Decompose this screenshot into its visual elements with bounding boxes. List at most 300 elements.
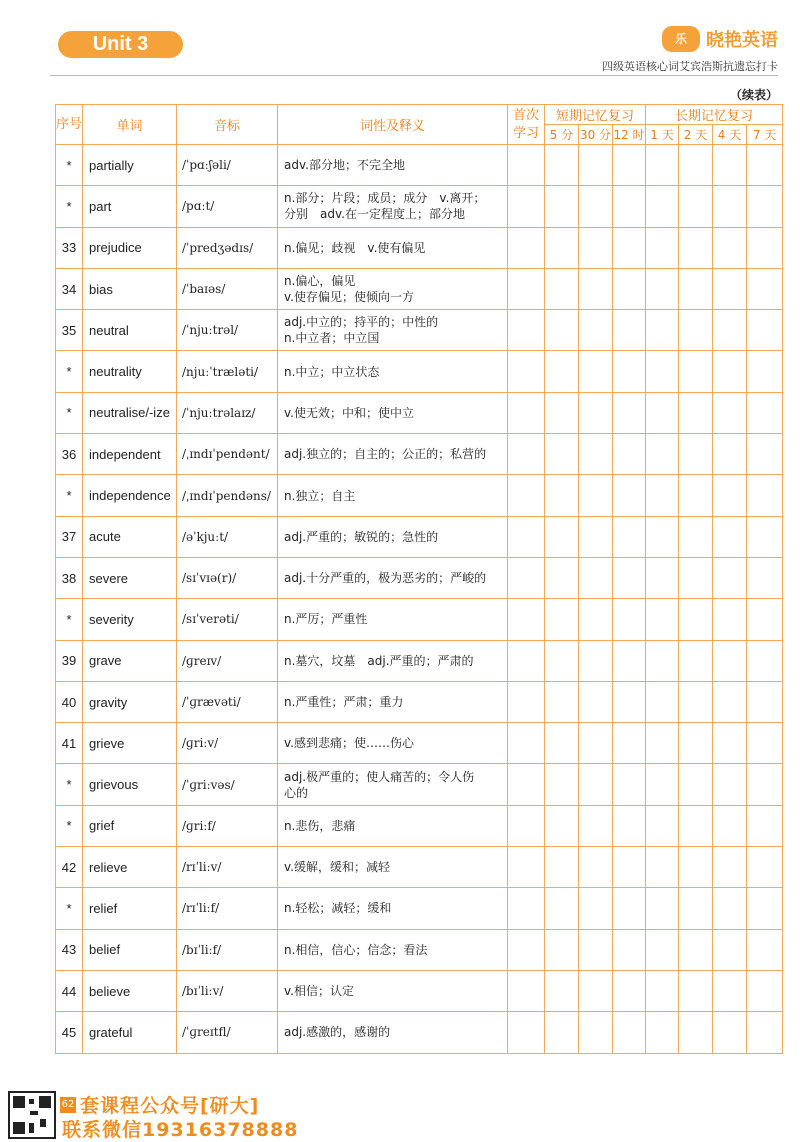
table-row [56,888,783,929]
checkin-cell[interactable] [646,434,679,475]
checkin-cell[interactable] [545,723,579,764]
col-index-header: 序号 [56,105,83,145]
checkin-cell[interactable] [508,599,545,640]
row-phonetic: /njuːˈtræləti/ [177,351,278,392]
slot-1day: 1 天 [646,125,679,145]
row-word: severe [83,557,177,598]
checkin-cell[interactable] [545,1012,579,1053]
row-definition: adj.中立的；持平的；中性的 n.中立者；中立国 [278,310,508,351]
row-definition: n.偏见；歧视 v.使有偏见 [278,227,508,268]
checkin-cell[interactable] [679,475,713,516]
checkin-cell[interactable] [579,888,613,929]
checkin-cell[interactable] [508,640,545,681]
slot-7day: 7 天 [747,125,783,145]
checkin-cell[interactable] [646,970,679,1011]
checkin-cell[interactable] [679,227,713,268]
checkin-cell[interactable] [613,516,646,557]
slot-4day: 4 天 [713,125,747,145]
vocab-table [55,104,783,1054]
row-index: 36 [56,434,83,475]
row-word: grieve [83,723,177,764]
table-row [56,310,783,351]
col-meaning-header: 词性及释义 [278,105,508,145]
checkin-cell[interactable] [713,392,747,433]
checkin-cell[interactable] [508,888,545,929]
row-index: * [56,186,83,227]
checkin-cell[interactable] [747,805,783,846]
brand-name: 晓艳英语 [706,30,778,51]
slot-12h: 12 时 [613,125,646,145]
checkin-cell[interactable] [508,475,545,516]
checkin-cell[interactable] [613,970,646,1011]
checkin-cell[interactable] [679,145,713,186]
checkin-cell[interactable] [579,310,613,351]
table-row [56,970,783,1011]
slot-30min: 30 分 [579,125,613,145]
row-word: belief [83,929,177,970]
checkin-cell[interactable] [679,392,713,433]
checkin-cell[interactable] [679,723,713,764]
table-row [56,557,783,598]
row-word: grateful [83,1012,177,1053]
checkin-cell[interactable] [613,681,646,722]
row-phonetic: /rɪˈliːf/ [177,888,278,929]
checkin-cell[interactable] [747,847,783,888]
checkin-cell[interactable] [613,847,646,888]
row-phonetic: /ˈnjuːtrəlaɪz/ [177,392,278,433]
checkin-cell[interactable] [747,475,783,516]
checkin-cell[interactable] [508,268,545,309]
checkin-cell[interactable] [508,186,545,227]
checkin-cell[interactable] [646,599,679,640]
row-index: * [56,145,83,186]
checkin-cell[interactable] [613,1012,646,1053]
checkin-cell[interactable] [545,888,579,929]
row-index: 43 [56,929,83,970]
checkin-cell[interactable] [747,351,783,392]
row-phonetic: /sɪˈvɪə(r)/ [177,557,278,598]
checkin-cell[interactable] [747,599,783,640]
row-index: 38 [56,557,83,598]
table-row [56,186,783,227]
checkin-cell[interactable] [646,805,679,846]
checkin-cell[interactable] [646,145,679,186]
row-word: prejudice [83,227,177,268]
checkin-cell[interactable] [579,557,613,598]
checkin-cell[interactable] [679,847,713,888]
checkin-cell[interactable] [545,847,579,888]
checkin-cell[interactable] [579,599,613,640]
checkin-cell[interactable] [613,145,646,186]
row-definition: n.悲伤，悲痛 [278,805,508,846]
table-row [56,723,783,764]
checkin-cell[interactable] [579,186,613,227]
checkin-cell[interactable] [646,186,679,227]
checkin-cell[interactable] [646,1012,679,1053]
row-definition: n.严厉；严重性 [278,599,508,640]
checkin-cell[interactable] [713,186,747,227]
row-word: believe [83,970,177,1011]
checkin-cell[interactable] [679,268,713,309]
checkin-cell[interactable] [613,805,646,846]
checkin-cell[interactable] [713,145,747,186]
table-row [56,640,783,681]
checkin-cell[interactable] [713,434,747,475]
table-row [56,145,783,186]
checkin-cell[interactable] [579,227,613,268]
checkin-cell[interactable] [679,764,713,805]
checkin-cell[interactable] [508,970,545,1011]
row-definition: n.部分；片段；成员；成分 v.离开； 分别 adv.在一定程度上；部分地 [278,186,508,227]
checkin-cell[interactable] [747,929,783,970]
vocab-table-body [56,145,783,1054]
checkin-cell[interactable] [613,268,646,309]
checkin-cell[interactable] [579,723,613,764]
row-phonetic: /ˌɪndɪˈpendənt/ [177,434,278,475]
checkin-cell[interactable] [713,681,747,722]
checkin-cell[interactable] [545,227,579,268]
row-phonetic: /ˈɡrævəti/ [177,681,278,722]
checkin-cell[interactable] [579,145,613,186]
row-word: relief [83,888,177,929]
table-row [56,268,783,309]
checkin-cell[interactable] [579,1012,613,1053]
table-row [56,434,783,475]
row-definition: n.相信，信心；信念；看法 [278,929,508,970]
table-row [56,351,783,392]
checkin-cell[interactable] [579,475,613,516]
checkin-cell[interactable] [545,351,579,392]
row-index: * [56,888,83,929]
brand-logo-icon: 乐 [662,26,700,52]
checkin-cell[interactable] [646,310,679,351]
checkin-cell[interactable] [713,888,747,929]
row-index: 44 [56,970,83,1011]
checkin-cell[interactable] [679,557,713,598]
long-term-header: 长期记忆复习 [646,105,783,125]
checkin-cell[interactable] [646,475,679,516]
checkin-cell[interactable] [545,145,579,186]
checkin-cell[interactable] [545,475,579,516]
row-phonetic: /ˈɡriːvəs/ [177,764,278,805]
row-word: independent [83,434,177,475]
checkin-cell[interactable] [747,268,783,309]
checkin-cell[interactable] [646,557,679,598]
checkin-cell[interactable] [679,186,713,227]
checkin-cell[interactable] [713,1012,747,1053]
checkin-cell[interactable] [679,434,713,475]
checkin-cell[interactable] [646,929,679,970]
checkin-cell[interactable] [545,599,579,640]
row-definition: n.墓穴，坟墓 adj.严重的；严肃的 [278,640,508,681]
checkin-cell[interactable] [679,310,713,351]
brand [662,26,778,52]
checkin-cell[interactable] [508,227,545,268]
checkin-cell[interactable] [508,681,545,722]
checkin-cell[interactable] [747,723,783,764]
row-definition: n.轻松；减轻；缓和 [278,888,508,929]
row-definition: adj.感激的，感谢的 [278,1012,508,1053]
checkin-cell[interactable] [579,681,613,722]
checkin-cell[interactable] [747,392,783,433]
checkin-cell[interactable] [545,392,579,433]
checkin-cell[interactable] [545,268,579,309]
checkin-cell[interactable] [713,805,747,846]
row-word: grave [83,640,177,681]
checkin-cell[interactable] [613,310,646,351]
checkin-cell[interactable] [579,764,613,805]
table-row [56,681,783,722]
table-row [56,599,783,640]
unit-tab: Unit 3 [58,31,183,58]
row-definition: n.独立；自主 [278,475,508,516]
checkin-cell[interactable] [579,805,613,846]
checkin-cell[interactable] [747,186,783,227]
row-phonetic: /sɪˈverəti/ [177,599,278,640]
row-definition: adj.独立的；自主的；公正的；私营的 [278,434,508,475]
checkin-cell[interactable] [545,681,579,722]
checkin-cell[interactable] [713,557,747,598]
table-row [56,805,783,846]
row-word: partially [83,145,177,186]
checkin-cell[interactable] [613,764,646,805]
checkin-cell[interactable] [613,186,646,227]
checkin-cell[interactable] [679,970,713,1011]
checkin-cell[interactable] [508,310,545,351]
row-index: 41 [56,723,83,764]
checkin-cell[interactable] [545,310,579,351]
checkin-cell[interactable] [713,847,747,888]
checkin-cell[interactable] [747,227,783,268]
checkin-cell[interactable] [713,970,747,1011]
row-definition: v.缓解，缓和；减轻 [278,847,508,888]
row-definition: n.中立；中立状态 [278,351,508,392]
row-definition: n.严重性；严肃；重力 [278,681,508,722]
checkin-cell[interactable] [646,351,679,392]
checkin-cell[interactable] [579,392,613,433]
watermark-line2: 联系微信19316378888 [62,1119,299,1141]
row-phonetic: /ɡreɪv/ [177,640,278,681]
checkin-cell[interactable] [579,351,613,392]
row-definition: v.感到悲痛；使……伤心 [278,723,508,764]
checkin-cell[interactable] [545,516,579,557]
checkin-cell[interactable] [646,227,679,268]
checkin-cell[interactable] [508,516,545,557]
row-index: * [56,764,83,805]
checkin-cell[interactable] [679,805,713,846]
checkin-cell[interactable] [613,557,646,598]
row-phonetic: /ɡriːf/ [177,805,278,846]
slot-5min: 5 分 [545,125,579,145]
checkin-cell[interactable] [508,723,545,764]
checkin-cell[interactable] [579,434,613,475]
checkin-cell[interactable] [508,434,545,475]
checkin-cell[interactable] [508,929,545,970]
checkin-cell[interactable] [545,186,579,227]
row-index: * [56,351,83,392]
checkin-cell[interactable] [646,764,679,805]
checkin-cell[interactable] [508,847,545,888]
row-phonetic: /ˈɡreɪtfl/ [177,1012,278,1053]
checkin-cell[interactable] [613,599,646,640]
checkin-cell[interactable] [713,929,747,970]
table-row [56,392,783,433]
row-phonetic: /bɪˈliːf/ [177,929,278,970]
checkin-cell[interactable] [713,599,747,640]
checkin-cell[interactable] [646,640,679,681]
checkin-cell[interactable] [545,434,579,475]
checkin-cell[interactable] [646,847,679,888]
row-index: 34 [56,268,83,309]
checkin-cell[interactable] [713,268,747,309]
checkin-cell[interactable] [679,681,713,722]
table-row [56,1012,783,1053]
row-phonetic: /ˌɪndɪˈpendəns/ [177,475,278,516]
row-phonetic: /ˈpredʒədɪs/ [177,227,278,268]
checkin-cell[interactable] [747,970,783,1011]
checkin-cell[interactable] [747,516,783,557]
checkin-cell[interactable] [613,227,646,268]
row-word: relieve [83,847,177,888]
checkin-cell[interactable] [508,392,545,433]
checkin-cell[interactable] [713,640,747,681]
checkin-cell[interactable] [508,351,545,392]
table-row [56,475,783,516]
row-index: 40 [56,681,83,722]
row-word: independence [83,475,177,516]
checkin-cell[interactable] [747,557,783,598]
checkin-cell[interactable] [713,516,747,557]
checkin-cell[interactable] [613,723,646,764]
col-phonetic-header: 音标 [177,105,278,145]
checkin-cell[interactable] [713,764,747,805]
checkin-cell[interactable] [747,681,783,722]
checkin-cell[interactable] [646,888,679,929]
checkin-cell[interactable] [646,723,679,764]
row-index: * [56,475,83,516]
checkin-cell[interactable] [579,929,613,970]
qr-code-icon [8,1091,56,1139]
slot-2day: 2 天 [679,125,713,145]
checkin-cell[interactable] [579,268,613,309]
page-number: 62 [60,1097,76,1113]
row-definition: v.相信；认定 [278,970,508,1011]
row-word: part [83,186,177,227]
checkin-cell[interactable] [613,888,646,929]
checkin-cell[interactable] [508,557,545,598]
checkin-cell[interactable] [713,227,747,268]
checkin-cell[interactable] [679,351,713,392]
checkin-cell[interactable] [679,516,713,557]
row-word: neutral [83,310,177,351]
checkin-cell[interactable] [679,599,713,640]
checkin-cell[interactable] [613,351,646,392]
footer [0,1091,800,1141]
checkin-cell[interactable] [747,145,783,186]
col-word-header: 单词 [83,105,177,145]
checkin-cell[interactable] [613,640,646,681]
checkin-cell[interactable] [545,557,579,598]
checkin-cell[interactable] [646,392,679,433]
checkin-cell[interactable] [613,475,646,516]
row-word: neutralise/-ize [83,392,177,433]
checkin-cell[interactable] [613,434,646,475]
checkin-cell[interactable] [679,640,713,681]
row-index: * [56,392,83,433]
watermark-line1: 套课程公众号[研大] [80,1095,260,1117]
checkin-cell[interactable] [508,145,545,186]
checkin-cell[interactable] [747,434,783,475]
checkin-cell[interactable] [679,888,713,929]
checkin-cell[interactable] [679,1012,713,1053]
row-word: bias [83,268,177,309]
checkin-cell[interactable] [713,723,747,764]
row-word: gravity [83,681,177,722]
row-index: 33 [56,227,83,268]
checkin-cell[interactable] [545,970,579,1011]
row-definition: adj.严重的；敏锐的；急性的 [278,516,508,557]
checkin-cell[interactable] [679,929,713,970]
checkin-cell[interactable] [713,475,747,516]
checkin-cell[interactable] [579,516,613,557]
checkin-cell[interactable] [646,681,679,722]
checkin-cell[interactable] [713,310,747,351]
checkin-cell[interactable] [508,805,545,846]
checkin-cell[interactable] [747,310,783,351]
checkin-cell[interactable] [646,268,679,309]
checkin-cell[interactable] [545,640,579,681]
row-phonetic: /ɡriːv/ [177,723,278,764]
row-definition: adv.部分地；不完全地 [278,145,508,186]
checkin-cell[interactable] [579,640,613,681]
header-divider [50,75,778,76]
checkin-cell[interactable] [508,1012,545,1053]
table-row [56,516,783,557]
checkin-cell[interactable] [613,392,646,433]
checkin-cell[interactable] [579,970,613,1011]
row-phonetic: /bɪˈliːv/ [177,970,278,1011]
table-row [56,764,783,805]
checkin-cell[interactable] [545,805,579,846]
checkin-cell[interactable] [579,847,613,888]
table-row [56,929,783,970]
row-definition: v.使无效；中和；使中立 [278,392,508,433]
row-phonetic: /pɑːt/ [177,186,278,227]
checkin-cell[interactable] [613,929,646,970]
continued-label: （续表） [729,88,778,102]
row-phonetic: /ˈnjuːtrəl/ [177,310,278,351]
checkin-cell[interactable] [713,351,747,392]
row-index: 35 [56,310,83,351]
row-definition: adj.极严重的；使人痛苦的；令人伤 心的 [278,764,508,805]
book-subtitle: 四级英语核心词艾宾浩斯抗遗忘打卡 [602,60,778,73]
row-index: 39 [56,640,83,681]
row-phonetic: /əˈkjuːt/ [177,516,278,557]
row-word: acute [83,516,177,557]
checkin-cell[interactable] [747,1012,783,1053]
row-index: * [56,599,83,640]
checkin-cell[interactable] [545,929,579,970]
checkin-cell[interactable] [747,640,783,681]
short-term-header: 短期记忆复习 [545,105,646,125]
checkin-cell[interactable] [747,764,783,805]
checkin-cell[interactable] [545,764,579,805]
checkin-cell[interactable] [646,516,679,557]
checkin-cell[interactable] [508,764,545,805]
checkin-cell[interactable] [747,888,783,929]
row-index: * [56,805,83,846]
row-phonetic: /ˈpɑːʃəli/ [177,145,278,186]
